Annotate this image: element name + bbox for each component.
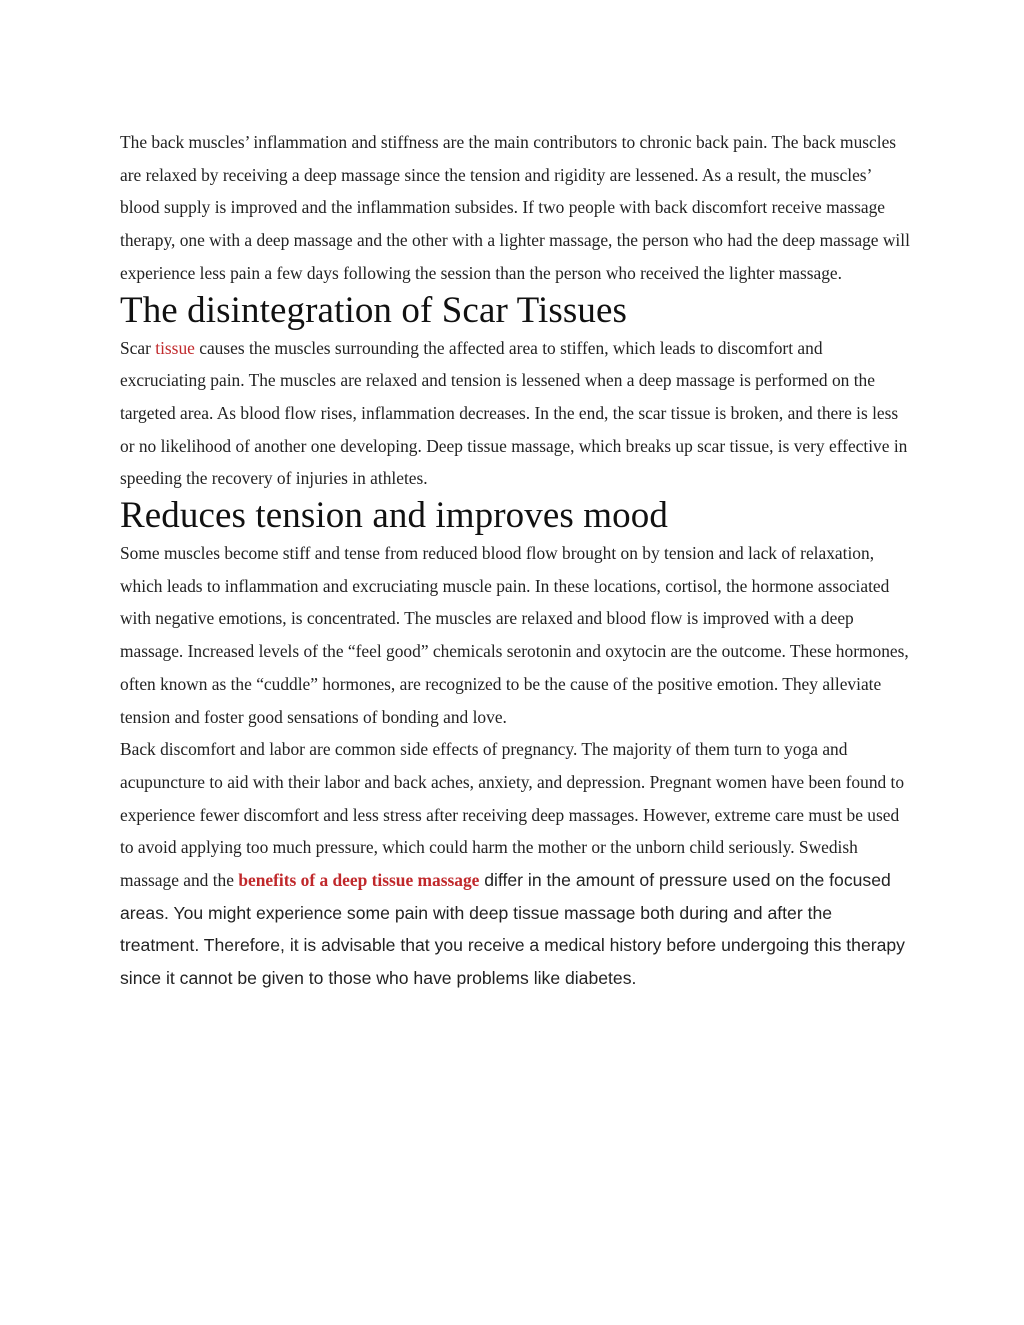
tissue-link[interactable]: tissue [155, 337, 195, 358]
paragraph-scar-tissue [120, 332, 910, 496]
paragraph-pregnancy-rest: differ in the amount of pressure used on the focused areas. You might experience some pain with deep tissue massage both during and after the treatment. Therefore, it is advisable that you receive a medical history before undergoing this therapy since it cannot be given to those who have problems like diabetes. [120, 870, 905, 989]
heading-scar-tissues: The disintegration of Scar Tissues [120, 289, 627, 331]
paragraph-pregnancy-start: Back discomfort and labor are common side effects of pregnancy. The majority of them turn to yoga and acupuncture to aid with their labor and back aches, anxiety, and depression. Pregnant women have been found to experience fewer discomfort and less stress after receiving deep massages. However, extreme care must be used to avoid applying too much pressure, which could harm the mother or the unborn child seriously. Swedish massage and the [120, 739, 905, 891]
benefits-deep-tissue-massage-link[interactable]: benefits of a deep tissue massage [238, 870, 480, 891]
paragraph-pregnancy [120, 733, 910, 995]
paragraph-scar-start: Scar [120, 337, 156, 358]
heading-reduces-tension: Reduces tension and improves mood [120, 495, 668, 537]
paragraph-back-muscles: The back muscles’ inflammation and stiffness are the main contributors to chronic back pain. The back muscles are relaxed by receiving a deep massage since the tension and rigidity are lessened. As a result, the muscles’ blood supply is improved and the inflammation subsides. If two people with back discomfort receive massage therapy, one with a deep massage and the other with a lighter massage, the person who had the deep massage will experience less pain a few days following the session than the person who received the lighter massage. [120, 132, 910, 283]
paragraph-mood: Some muscles become stiff and tense from reduced blood flow brought on by tension and lack of relaxation, which leads to inflammation and excruciating muscle pain. In these locations, cortisol, the hormone associated with negative emotions, is concentrated. The muscles are relaxed and blood flow is improved with a deep massage. Increased levels of the “feel good” chemicals serotonin and oxytocin are the outcome. These hormones, often known as the “cuddle” hormones, are recognized to be the cause of the positive emotion. They alleviate tension and foster good sensations of bonding and love. [120, 543, 909, 727]
paragraph-scar-rest: causes the muscles surrounding the affected area to stiffen, which leads to discomfort and excruciating pain. The muscles are relaxed and tension is lessened when a deep massage is performed on the targeted area. As blood flow rises, inflammation decreases. In the end, the scar tissue is broken, and there is less or no likelihood of another one developing. Deep tissue massage, which breaks up scar tissue, is very effective in speeding the recovery of injuries in athletes. [120, 337, 908, 489]
document-body [120, 126, 910, 995]
